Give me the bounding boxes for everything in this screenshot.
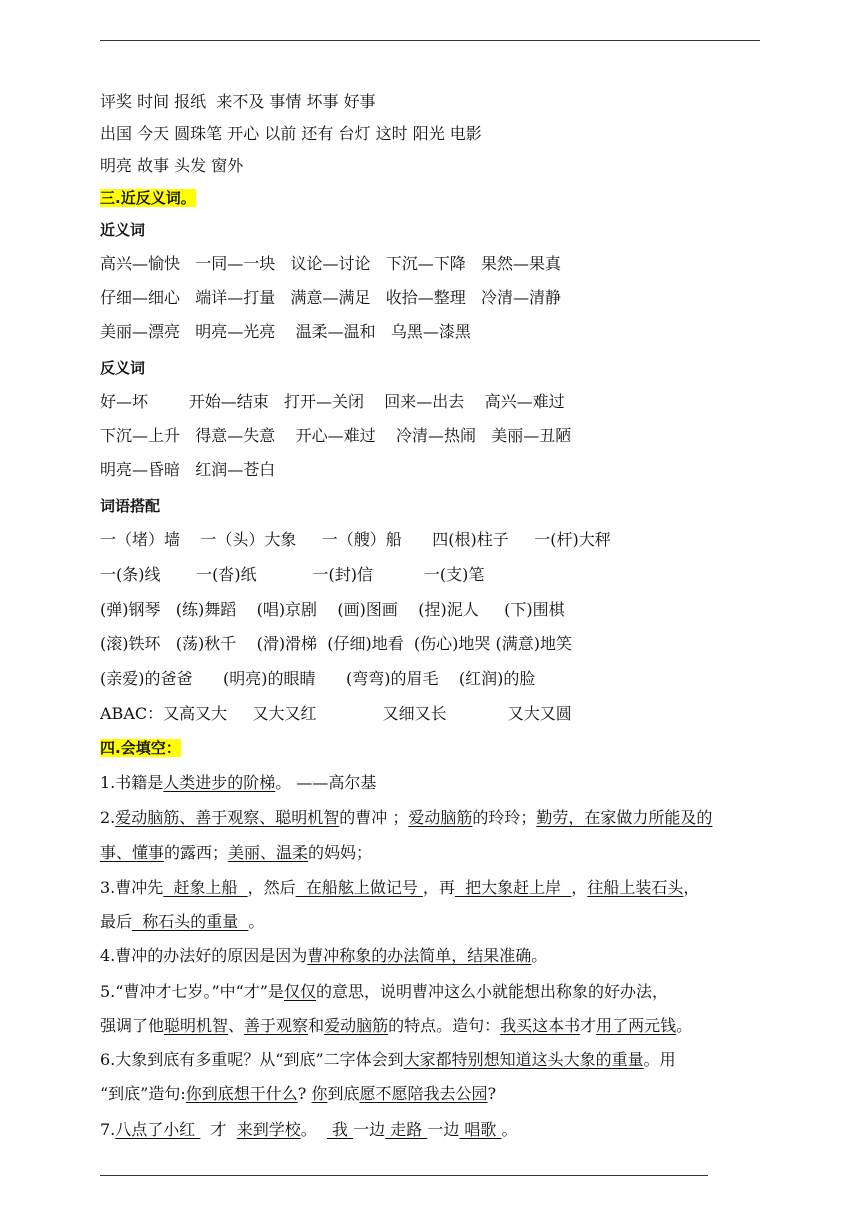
collocation-line: 一(条)线 一(沓)纸 一(封)信 一(支)笔: [100, 565, 485, 584]
answer-blank: 人类进步的阶梯: [163, 773, 276, 792]
text: 一边: [353, 1120, 386, 1139]
bottom-rule: [100, 1175, 708, 1176]
answer-blank: 来到学校: [236, 1120, 301, 1139]
answer-blank: 称石头的重量: [132, 912, 249, 931]
section-3-title: [100, 188, 196, 210]
text: 。: [501, 1120, 518, 1139]
word-list-line: 出国 今天 圆珠笔 开心 以前 还有 台灯 这时 阳光 电影: [100, 124, 482, 143]
text: 的露西；: [164, 843, 229, 862]
text: 2.: [100, 808, 116, 827]
answer-blank: 你: [185, 1084, 202, 1103]
answer-blank: 爱动脑筋、善于观察、聪明机智: [115, 808, 340, 827]
answer-blank: 我买这本书: [500, 1016, 581, 1035]
text: ，然后: [247, 878, 296, 897]
text: 1.书籍是: [100, 773, 164, 792]
question-4: [100, 946, 547, 968]
word-list-line: 明亮 故事 头发 窗外: [100, 156, 244, 175]
antonym-line: 明亮—昏暗 红润—苍白: [100, 460, 276, 479]
answer-blank: 曹冲称象的办法简单，结果准确: [307, 946, 532, 965]
synonym-line: 仔细—细心 端详—打量 满意—满足 收拾—整理 冷清—清静: [100, 288, 562, 307]
question-2: [100, 808, 712, 830]
text: 。: [300, 1120, 327, 1139]
question-5: [100, 982, 668, 1004]
collocation-heading: 词语搭配: [100, 497, 161, 515]
answer-blank: 到底想干什么: [201, 1084, 298, 1103]
answer-blank: 在船舷上做记号: [295, 878, 423, 897]
answer-blank: 大家都特别想知道这头大象的重量: [403, 1050, 644, 1069]
antonym-line: 下沉—上升 得意—失意 开心—难过 冷清—热闹 美丽—丑陋: [100, 426, 572, 445]
text: 。: [531, 946, 548, 965]
answer-blank: 你: [311, 1084, 328, 1103]
text: “到底”造句:: [100, 1084, 186, 1103]
text: 的玲玲；: [472, 808, 537, 827]
answer-blank: 唱歌: [459, 1120, 502, 1139]
question-6: [100, 1050, 676, 1072]
answer-blank: 美丽、温柔: [228, 843, 309, 862]
text: 才: [200, 1120, 237, 1139]
text: 到底: [327, 1084, 360, 1103]
collocation-line: 一（堵）墙 一（头）大象 一（艘）船 四(根)柱子 一(杆)大秤: [100, 530, 611, 549]
answer-blank: 用了两元钱: [596, 1016, 677, 1035]
answer-blank: 赶象上船: [163, 878, 248, 897]
collocation-line: (滚)铁环 (荡)秋千 (滑)滑梯 (仔细)地看 (伤心)地哭 (满意)地笑: [100, 634, 572, 653]
text: 和: [308, 1016, 325, 1035]
text: 。用: [643, 1050, 676, 1069]
question-1: [100, 773, 376, 795]
text: 强调了他: [100, 1016, 165, 1035]
antonyms-heading: 反义词: [100, 359, 146, 377]
answer-blank: 八点了小红: [115, 1120, 201, 1139]
section-title-highlight: 三.近反义词。: [100, 189, 196, 207]
collocation-line: ABAC：又高又大 又大又红 又细又长 又大又圆: [100, 704, 572, 723]
text: 的曹冲 ；: [339, 808, 409, 827]
word-list-line: 评奖 时间 报纸 来不及 事情 坏事 好事: [100, 92, 376, 111]
section-4-title: [100, 738, 181, 760]
text: 才: [580, 1016, 597, 1035]
text: 5.“曹冲才七岁。”中“才”是: [100, 982, 284, 1001]
synonym-line: 美丽—漂亮 明亮—光亮 温柔—温和 乌黑—漆黑: [100, 322, 471, 341]
answer-blank: 聪明机智: [164, 1016, 229, 1035]
text: 、: [228, 1016, 245, 1035]
text: 6.大象到底有多重呢？从“到底”二字体会到: [100, 1050, 404, 1069]
text: ?: [487, 1084, 497, 1103]
synonyms-heading: 近义词: [100, 221, 146, 239]
text: 最后: [100, 912, 133, 931]
answer-blank: 爱动脑筋: [324, 1016, 389, 1035]
text: 7.: [100, 1120, 116, 1139]
question-2-cont: [100, 843, 372, 865]
text: 。 ——高尔基: [275, 773, 377, 792]
text: ，: [571, 878, 588, 897]
answer-blank: 事、懂事: [100, 843, 165, 862]
text: ，: [683, 878, 700, 897]
answer-blank: 走路: [385, 1120, 428, 1139]
text: 4.曹冲的办法好的原因是因为: [100, 946, 308, 965]
answer-blank: 仅仅: [284, 982, 317, 1001]
text: 。: [248, 912, 265, 931]
question-3: [100, 878, 699, 900]
question-7: [100, 1120, 518, 1142]
collocation-line: (亲爱)的爸爸 (明亮)的眼睛 (弯弯)的眉毛 (红润)的脸: [100, 669, 536, 688]
text: 一边: [427, 1120, 460, 1139]
answer-blank: 爱动脑筋: [408, 808, 473, 827]
answer-blank: 往船上装石头: [587, 878, 684, 897]
question-5-cont: [100, 1016, 692, 1038]
antonym-line: 好—坏 开始—结束 打开—关闭 回来—出去 高兴—难过: [100, 392, 565, 411]
text: 的特点。造句：: [388, 1016, 501, 1035]
question-6-cont: [100, 1084, 496, 1106]
answer-blank: 善于观察: [244, 1016, 309, 1035]
top-rule: [100, 40, 760, 41]
text: 的妈妈；: [308, 843, 373, 862]
text: 3.曹冲先: [100, 878, 164, 897]
answer-blank: 勤劳，在家做力所能及的: [536, 808, 713, 827]
text: 的意思，说明曹冲这么小就能想出称象的好办法，: [316, 982, 669, 1001]
answer-blank: 把大象赶上岸: [454, 878, 572, 897]
question-3-cont: [100, 912, 264, 934]
synonym-line: 高兴—愉快 一同—一块 议论—讨论 下沉—下降 果然—果真: [100, 254, 562, 273]
collocation-line: (弹)钢琴 (练)舞蹈 (唱)京剧 (画)图画 (捏)泥人 (下)围棋: [100, 600, 565, 619]
answer-blank: 愿不愿陪我去公园: [359, 1084, 488, 1103]
section-title-highlight: 四.会填空：: [100, 739, 181, 757]
text: 。: [676, 1016, 693, 1035]
answer-blank: 我: [326, 1120, 354, 1139]
text: ，再: [422, 878, 455, 897]
text: ?: [297, 1084, 312, 1103]
